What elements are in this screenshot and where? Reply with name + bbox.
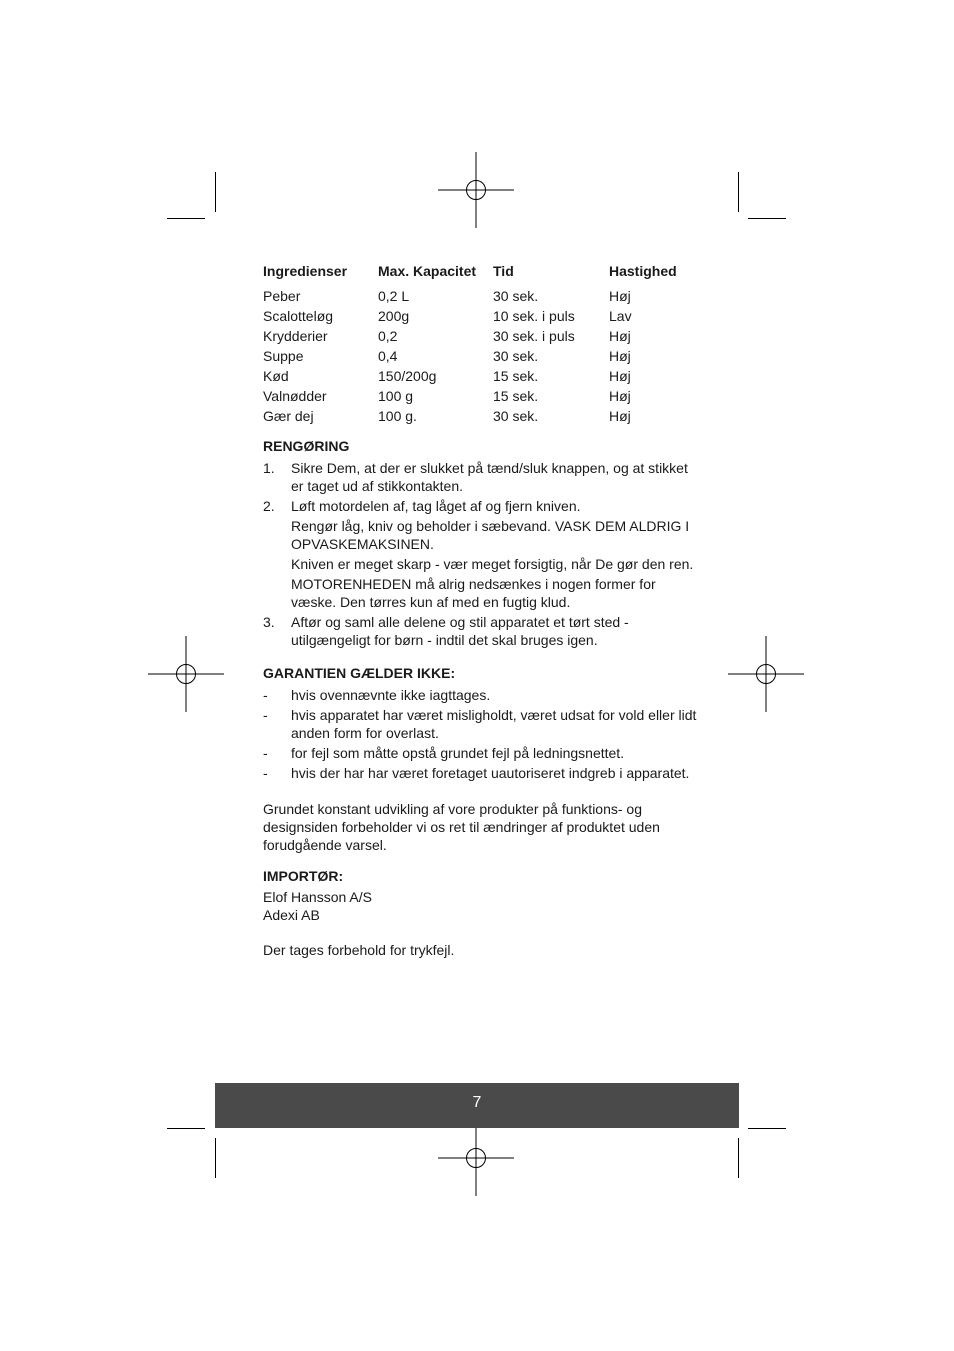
list-text: hvis apparatet har været misligholdt, været udsat for vold eller lidt anden form for overlast. — [291, 707, 697, 741]
page-number: 7 — [472, 1094, 482, 1111]
list-text: Kniven er meget skarp - vær meget forsigtig, når De gør den ren. — [291, 556, 694, 572]
registration-mark-icon — [148, 636, 224, 712]
table-header-row — [263, 262, 703, 287]
list-item — [263, 706, 703, 742]
table-cell: 100 g. — [378, 408, 417, 424]
table-row — [263, 347, 703, 367]
list-text: Løft motordelen af, tag låget af og fjern kniven. — [291, 498, 581, 514]
table-cell: 30 sek. — [493, 408, 539, 424]
crop-mark — [167, 1128, 205, 1129]
list-text: hvis ovennævnte ikke iagttages. — [291, 687, 491, 703]
table-cell: Gær dej — [263, 408, 314, 424]
list-bullet: - — [263, 765, 268, 781]
table-row — [263, 287, 703, 307]
table-cell: 200g — [378, 308, 410, 324]
crop-mark — [167, 218, 205, 219]
table-cell: 0,2 L — [378, 288, 410, 304]
importer-line: Elof Hansson A/S — [263, 889, 372, 905]
list-number: 3. — [263, 614, 275, 630]
column-header: Ingredienser — [263, 263, 348, 279]
section-heading-warranty: GARANTIEN GÆLDER IKKE: — [263, 665, 456, 681]
table-cell: Høj — [609, 328, 631, 344]
table-cell: 10 sek. i puls — [493, 308, 575, 324]
development-note: Grundet konstant udvikling af vore produkter på funktions- og designsiden forbeholder vi os ret til ændringer af produktet uden forudgående varsel. — [263, 801, 660, 853]
registration-mark-icon — [438, 1120, 514, 1196]
crop-mark — [748, 218, 786, 219]
column-header: Hastighed — [609, 263, 677, 279]
crop-mark — [215, 1138, 216, 1178]
list-text: Aftør og saml alle delene og stil apparatet et tørt sted - utilgængeligt for børn - indtil det skal bruges igen. — [291, 614, 629, 648]
warranty-list — [263, 686, 703, 782]
crop-mark — [738, 172, 739, 212]
list-text: for fejl som måtte opstå grundet fejl på ledningsnettet. — [291, 745, 625, 761]
table-cell: Høj — [609, 408, 631, 424]
list-text: Rengør låg, kniv og beholder i sæbevand. VASK DEM ALDRIG I OPVASKEMAKSINEN. — [291, 518, 690, 552]
footer-bar — [215, 1083, 739, 1128]
table-cell: 30 sek. — [493, 288, 539, 304]
list-number: 1. — [263, 460, 275, 476]
table-cell: Lav — [609, 308, 632, 324]
table-cell: Høj — [609, 368, 631, 384]
table-cell: 0,4 — [378, 348, 398, 364]
list-bullet: - — [263, 687, 268, 703]
list-text: hvis der har har været foretaget uautoriseret indgreb i apparatet. — [291, 765, 690, 781]
crop-mark — [738, 1138, 739, 1178]
importer-address — [263, 888, 703, 924]
list-item — [263, 686, 703, 704]
table-cell: 30 sek. — [493, 348, 539, 364]
table-cell: 0,2 — [378, 328, 398, 344]
list-bullet: - — [263, 745, 268, 761]
table-row — [263, 367, 703, 387]
importer-line: Adexi AB — [263, 907, 320, 923]
table-cell: 30 sek. i puls — [493, 328, 575, 344]
table-row — [263, 307, 703, 327]
section-heading-importer: IMPORTØR: — [263, 868, 344, 884]
misprint-note: Der tages forbehold for trykfejl. — [263, 942, 455, 958]
table-cell: Scalotteløg — [263, 308, 334, 324]
list-text: Sikre Dem, at der er slukket på tænd/sluk knappen, og at stikket er taget ud af stikkontakten. — [291, 460, 688, 494]
registration-mark-icon — [438, 152, 514, 228]
table-cell: 150/200g — [378, 368, 437, 384]
column-header: Max. Kapacitet — [378, 263, 477, 279]
table-row — [263, 387, 703, 407]
table-cell: Høj — [609, 348, 631, 364]
list-number: 2. — [263, 498, 275, 514]
table-cell: 15 sek. — [493, 388, 539, 404]
table-cell: Peber — [263, 288, 301, 304]
table-cell: Høj — [609, 388, 631, 404]
list-item — [263, 764, 703, 782]
page-content — [263, 262, 703, 959]
table-cell: 100 g — [378, 388, 414, 404]
list-text: MOTORENHEDEN må alrig nedsænkes i nogen former for væske. Den tørres kun af med en fugtig klud. — [291, 576, 656, 610]
cleaning-list — [263, 459, 703, 649]
table-row — [263, 327, 703, 347]
crop-mark — [748, 1128, 786, 1129]
list-item — [263, 613, 703, 649]
table-cell: Suppe — [263, 348, 304, 364]
table-cell: Krydderier — [263, 328, 328, 344]
table-cell: Kød — [263, 368, 289, 384]
crop-mark — [215, 172, 216, 212]
list-item — [263, 497, 703, 611]
registration-mark-icon — [728, 636, 804, 712]
table-cell: 15 sek. — [493, 368, 539, 384]
ingredients-table — [263, 262, 703, 427]
list-bullet: - — [263, 707, 268, 723]
column-header: Tid — [493, 263, 514, 279]
list-item — [263, 459, 703, 495]
table-row — [263, 407, 703, 427]
list-item — [263, 744, 703, 762]
section-heading-cleaning: RENGØRING — [263, 438, 350, 454]
table-cell: Valnødder — [263, 388, 327, 404]
table-cell: Høj — [609, 288, 631, 304]
